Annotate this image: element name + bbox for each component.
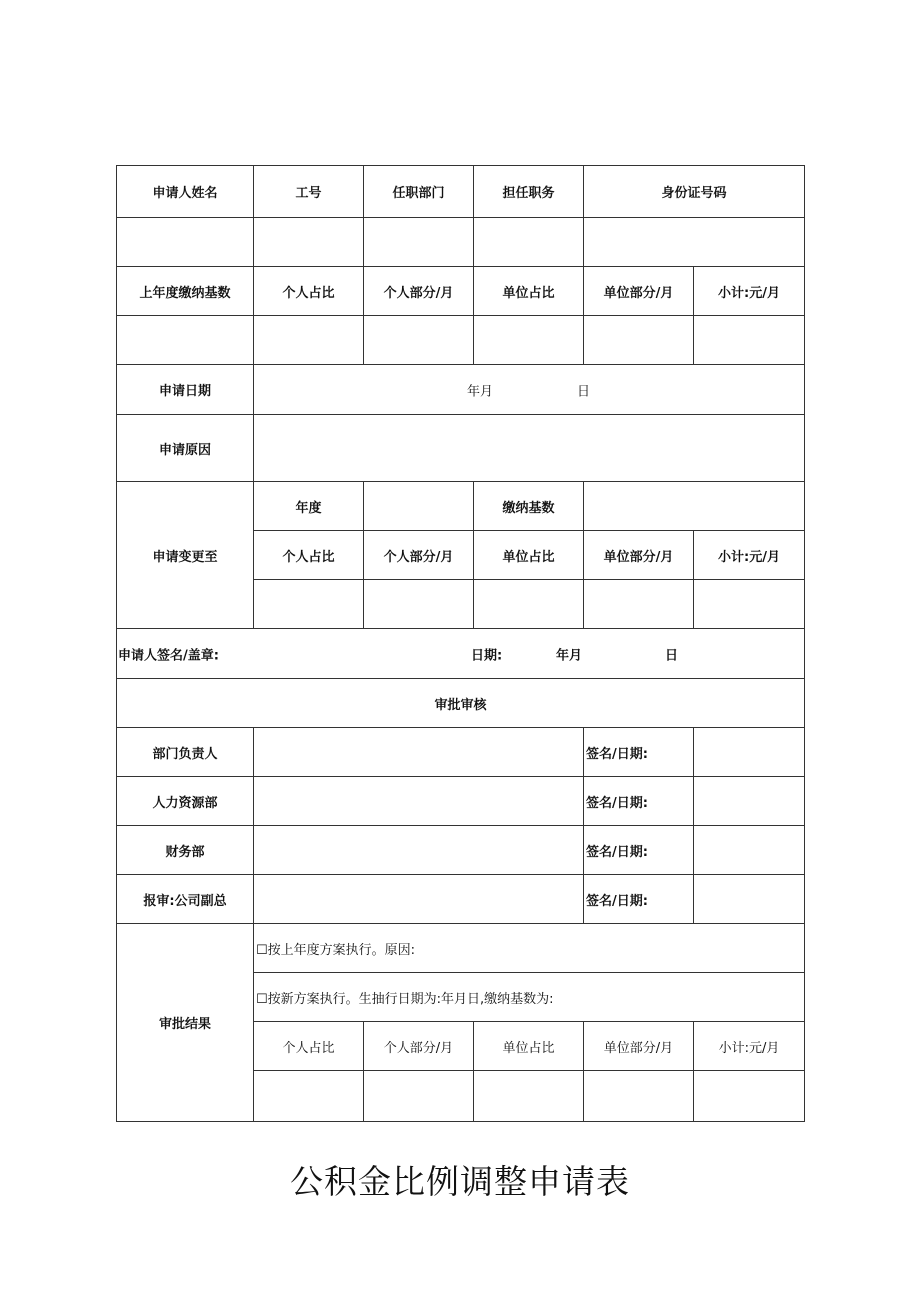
applicant-name-header: 申请人姓名 xyxy=(117,166,254,218)
approval-dept-head-field[interactable] xyxy=(254,728,584,777)
result-personal-monthly-field[interactable] xyxy=(364,1071,474,1122)
signature-year-month: 年月 xyxy=(556,648,583,663)
result-personal-ratio-header: 个人占比 xyxy=(254,1022,364,1071)
approval-vp-field[interactable] xyxy=(254,875,584,924)
position-field[interactable] xyxy=(474,218,584,267)
approval-dept-head-label: 部门负责人 xyxy=(117,728,254,777)
approval-result-label: 审批结果 xyxy=(117,924,254,1122)
position-header: 担任职务 xyxy=(474,166,584,218)
approval-hr-label: 人力资源部 xyxy=(117,777,254,826)
result-company-ratio-header: 单位占比 xyxy=(474,1022,584,1071)
company-monthly-header: 单位部分/月 xyxy=(584,267,694,316)
result-personal-monthly-header: 个人部分/月 xyxy=(364,1022,474,1071)
applicant-name-field[interactable] xyxy=(117,218,254,267)
company-ratio-field[interactable] xyxy=(474,316,584,365)
result-company-ratio-field[interactable] xyxy=(474,1071,584,1122)
approval-finance-sign-field[interactable] xyxy=(694,826,805,875)
change-personal-ratio-field[interactable] xyxy=(254,580,364,629)
employee-id-header: 工号 xyxy=(254,166,364,218)
approval-hr-sign-label: 签名/日期: xyxy=(584,777,694,826)
apply-date-field[interactable] xyxy=(254,365,805,415)
department-field[interactable] xyxy=(364,218,474,267)
approval-hr-sign-field[interactable] xyxy=(694,777,805,826)
personal-ratio-field[interactable] xyxy=(254,316,364,365)
change-personal-ratio-header: 个人占比 xyxy=(254,531,364,580)
approval-vp-sign-field[interactable] xyxy=(694,875,805,924)
subtotal-header: 小计:元/月 xyxy=(694,267,805,316)
approval-row xyxy=(117,777,805,826)
change-to-label: 申请变更至 xyxy=(117,482,254,629)
id-number-field[interactable] xyxy=(584,218,805,267)
result-company-monthly-header: 单位部分/月 xyxy=(584,1022,694,1071)
change-subtotal-header: 小计:元/月 xyxy=(694,531,805,580)
subtotal-field[interactable] xyxy=(694,316,805,365)
change-subtotal-field[interactable] xyxy=(694,580,805,629)
personal-monthly-field[interactable] xyxy=(364,316,474,365)
base-last-year-field[interactable] xyxy=(117,316,254,365)
apply-date-day: 日 xyxy=(577,384,591,399)
base-last-year-header: 上年度缴纳基数 xyxy=(117,267,254,316)
apply-date-year-month: 年月 xyxy=(467,384,494,399)
approval-dept-head-sign-field[interactable] xyxy=(694,728,805,777)
approval-row xyxy=(117,826,805,875)
result-option-previous[interactable]: ☐按上年度方案执行。原因: xyxy=(254,924,805,973)
change-personal-monthly-field[interactable] xyxy=(364,580,474,629)
approval-header: 审批审核 xyxy=(117,679,805,728)
approval-row xyxy=(117,875,805,924)
document-title: 公积金比例调整申请表 xyxy=(290,1162,630,1201)
apply-date-label: 申请日期 xyxy=(117,365,254,415)
signature-date-label: 日期: xyxy=(471,648,503,663)
personal-ratio-header: 个人占比 xyxy=(254,267,364,316)
approval-vp-label: 报审:公司副总 xyxy=(117,875,254,924)
change-company-monthly-header: 单位部分/月 xyxy=(584,531,694,580)
company-monthly-field[interactable] xyxy=(584,316,694,365)
signature-day: 日 xyxy=(665,648,679,663)
approval-dept-head-sign-label: 签名/日期: xyxy=(584,728,694,777)
applicant-signature-row[interactable] xyxy=(117,629,805,679)
department-header: 任职部门 xyxy=(364,166,474,218)
id-number-header: 身份证号码 xyxy=(584,166,805,218)
approval-finance-sign-label: 签名/日期: xyxy=(584,826,694,875)
approval-finance-label: 财务部 xyxy=(117,826,254,875)
change-base-field[interactable] xyxy=(584,482,805,531)
adjustment-form-table xyxy=(116,165,805,1122)
result-personal-ratio-field[interactable] xyxy=(254,1071,364,1122)
personal-monthly-header: 个人部分/月 xyxy=(364,267,474,316)
apply-reason-field[interactable] xyxy=(254,415,805,482)
approval-hr-field[interactable] xyxy=(254,777,584,826)
apply-reason-label: 申请原因 xyxy=(117,415,254,482)
change-company-monthly-field[interactable] xyxy=(584,580,694,629)
change-company-ratio-field[interactable] xyxy=(474,580,584,629)
result-company-monthly-field[interactable] xyxy=(584,1071,694,1122)
approval-row xyxy=(117,728,805,777)
change-year-label: 年度 xyxy=(254,482,364,531)
applicant-signature-label: 申请人签名/盖章: xyxy=(118,648,219,663)
result-option-new[interactable]: ☐按新方案执行。生抽行日期为:年月日,缴纳基数为: xyxy=(254,973,805,1022)
change-base-label: 缴纳基数 xyxy=(474,482,584,531)
approval-vp-sign-label: 签名/日期: xyxy=(584,875,694,924)
change-year-field[interactable] xyxy=(364,482,474,531)
company-ratio-header: 单位占比 xyxy=(474,267,584,316)
employee-id-field[interactable] xyxy=(254,218,364,267)
change-company-ratio-header: 单位占比 xyxy=(474,531,584,580)
change-personal-monthly-header: 个人部分/月 xyxy=(364,531,474,580)
approval-finance-field[interactable] xyxy=(254,826,584,875)
result-subtotal-header: 小计:元/月 xyxy=(694,1022,805,1071)
result-subtotal-field[interactable] xyxy=(694,1071,805,1122)
